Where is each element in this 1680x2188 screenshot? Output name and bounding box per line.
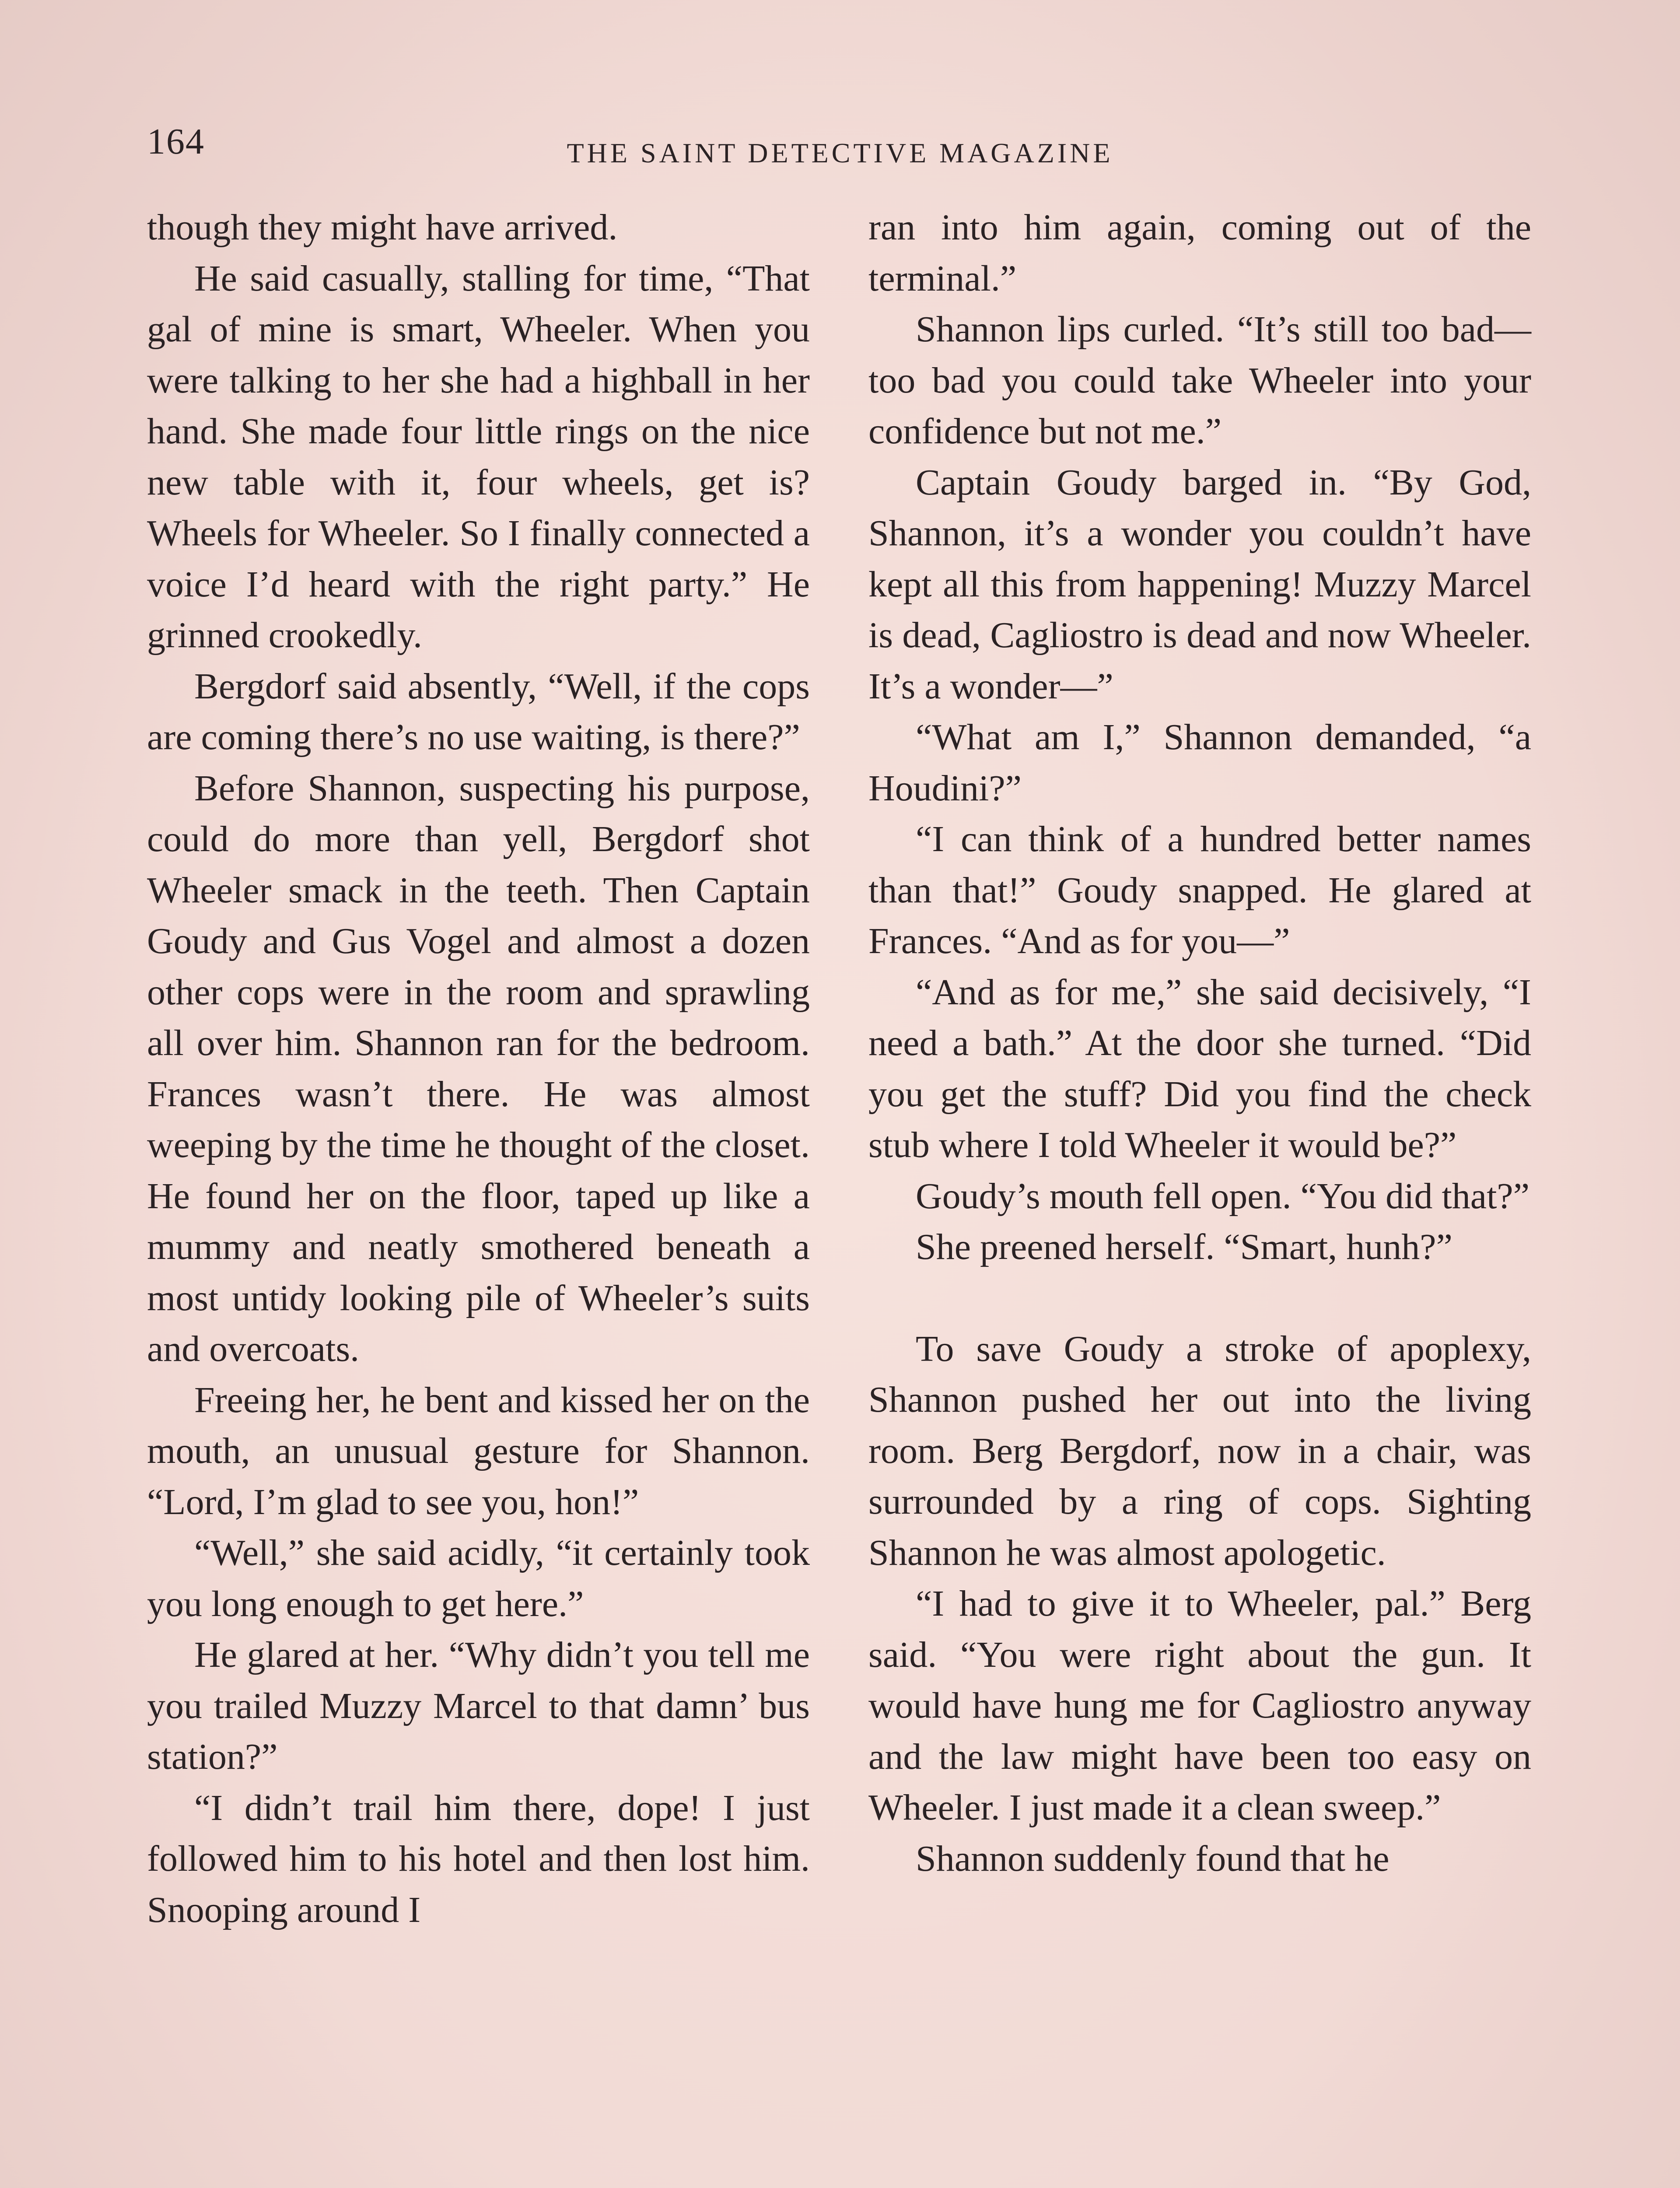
paragraph: Bergdorf said absently, “Well, if the cops are coming there’s no use waiting, is there?” xyxy=(147,666,810,757)
paragraph: “What am I,” Shannon demanded, “a Houdini?” xyxy=(868,717,1531,809)
paragraph: “And as for me,” she said decisively, “I need a bath.” At the door she turned. “Did you get the stuff? Did you find the check stub where I told Wheeler it would be?” xyxy=(868,971,1531,1165)
right-column xyxy=(868,202,1531,1884)
paragraph: Goudy’s mouth fell open. “You did that?” xyxy=(916,1175,1530,1217)
paragraph: Freeing her, he bent and kissed her on the mouth, an unusual gesture for Shannon. “Lord, I’m glad to see you, hon!” xyxy=(147,1379,810,1522)
paragraph: ran into him again, coming out of the terminal.” xyxy=(868,207,1531,299)
paragraph: Before Shannon, suspecting his purpose, could do more than yell, Bergdorf shot Wheeler smack in the teeth. Then Captain Goudy and Gus Vogel and almost a dozen other cops were in the room and sprawling all over him. Shannon ran for the bedroom. Frances wasn’t there. He was almost weeping by the time he thought of the closet. He found her on the floor, taped up like a mummy and neatly smothered beneath a most untidy looking pile of Wheeler’s suits and overcoats. xyxy=(147,768,810,1369)
paragraph: Shannon suddenly found that he xyxy=(916,1838,1390,1879)
running-head: THE SAINT DETECTIVE MAGAZINE xyxy=(567,137,1113,168)
left-column xyxy=(147,202,810,1936)
paragraph: He said casually, stalling for time, “That gal of mine is smart, Wheeler. When you were talking to her she had a highball in her hand. She made four little rings on the nice new table with it, four wheels, get is? Wheels for Wheeler. So I finally connected a voice I’d heard with the right party.” He grinned crookedly. xyxy=(147,258,810,656)
paragraph: “I had to give it to Wheeler, pal.” Berg said. “You were right about the gun. It would have hung me for Cagliostro anyway and the law might have been too easy on Wheeler. I just made it a clean sweep.” xyxy=(868,1583,1531,1828)
paragraph: Captain Goudy barged in. “By God, Shannon, it’s a wonder you couldn’t have kept all this from happening! Muzzy Marcel is dead, Cagliostro is dead and now Wheeler. It’s a wonder—” xyxy=(868,462,1531,707)
page-number: 164 xyxy=(147,121,205,162)
paragraph: Shannon lips curled. “It’s still too bad—too bad you could take Wheeler into your confidence but not me.” xyxy=(868,309,1531,452)
paragraph: To save Goudy a stroke of apoplexy, Shannon pushed her out into the living room. Berg Bergdorf, now in a chair, was surrounded by a ring of cops. Sighting Shannon he was almost apologetic. xyxy=(868,1328,1531,1573)
paragraph: though they might have arrived. xyxy=(147,207,618,248)
paragraph: “I can think of a hundred better names than that!” Goudy snapped. He glared at Frances. “And as for you—” xyxy=(868,819,1531,961)
paragraph: “Well,” she said acidly, “it certainly took you long enough to get here.” xyxy=(147,1532,810,1624)
paragraph: “I didn’t trail him there, dope! I just followed him to his hotel and then lost him. Snooping around I xyxy=(147,1787,810,1930)
paragraph: She preened herself. “Smart, hunh?” xyxy=(916,1227,1452,1267)
paragraph: He glared at her. “Why didn’t you tell me you trailed Muzzy Marcel to that damn’ bus station?” xyxy=(147,1634,810,1777)
